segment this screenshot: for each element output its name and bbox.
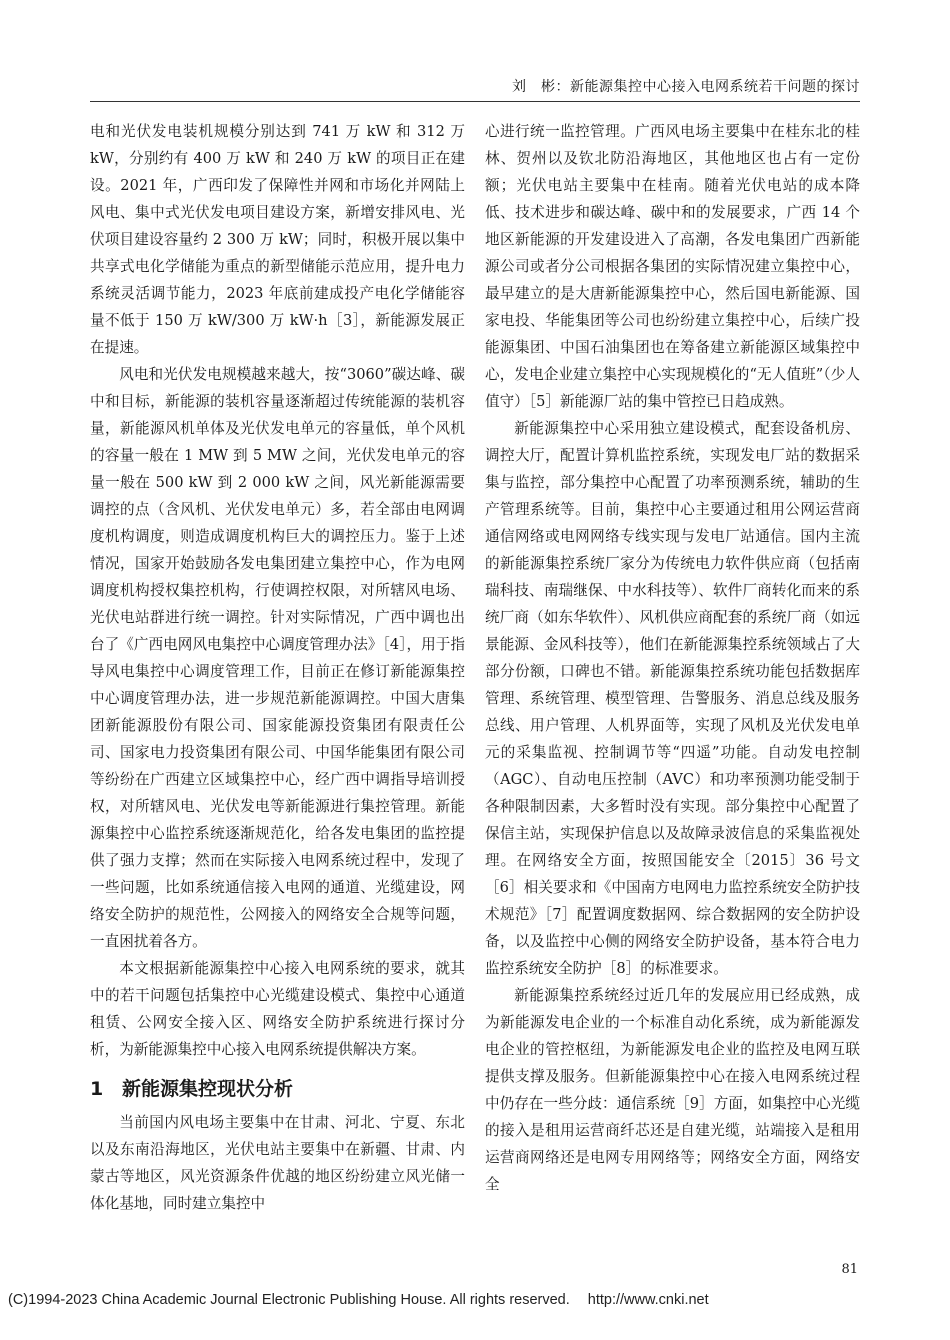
cnki-url[interactable]: http://www.cnki.net — [587, 1292, 709, 1308]
section-heading — [90, 1073, 465, 1105]
paragraph: 风电和光伏发电规模越来越大，按“3060”碳达峰、碳中和目标，新能源的装机容量逐渐超过传统能源的装机容量，新能源风机单体及光伏发电单元的容量低，单个风机的容量一般在 1 MW 到 5 MW 之间，光伏发电单元的容量一般在 500 kW 到 2 000 kW 之间，风光新能源需要调控的点（含风机、光伏发电单元）多，若全部由电网调度机构调度，则造成调度机构巨大的调控压力。鉴于上述情况，国家开始鼓励各发电集团建立集控中心，作为电网调度机构授权集控机构，行使调控权限，对所辖风电场、光伏电站群进行统一调控。针对实际情况，广西中调也出台了《广西电网风电集控中心调度管理办法》［4］，用于指导风电集控中心调度管理工作，目前正在修订新能源集控中心调度管理办法，进一步规范新能源调控。中国大唐集团新能源股份有限公司、国家能源投资集团有限责任公司、国家电力投资集团有限公司、中国华能集团有限公司等纷纷在广西建立区域集控中心，经广西中调指导培训授权，对所辖风电、光伏发电等新能源进行集控管理。新能源集控中心监控系统逐渐规范化，给各发电集团的监控提供了强力支撑；然而在实际接入电网系统过程中，发现了一些问题，比如系统通信接入电网的通道、光缆建设，网络安全防护的规范性，公网接入的网络安全合规等问题，一直困扰着各方。 — [90, 366, 465, 950]
section-number: 1 — [90, 1078, 104, 1100]
right-column — [485, 118, 860, 1198]
left-column — [90, 118, 465, 1217]
paragraph: 电和光伏发电装机规模分别达到 741 万 kW 和 312 万 kW，分别约有 400 万 kW 和 240 万 kW 的项目正在建设。2021 年，广西印发了保障性并网和市场化并网陆上风电、集中式光伏发电项目建设方案，新增安排风电、光伏项目建设容量约 2 300 万 kW；同时，积极开展以集中共享式电化学储能为重点的新型储能示范应用，提升电力系统灵活调节能力，2023 年底前建成投产电化学储能容量不低于 150 万 kW/300 万 kW·h［3］，新能源发展正在提速。 — [90, 123, 465, 356]
paragraph: 新能源集控系统经过近几年的发展应用已经成熟，成为新能源发电企业的一个标准自动化系统，成为新能源发电企业的管控枢纽，为新能源发电企业的监控及电网互联提供支撑及服务。但新能源集控中心在接入电网系统过程中仍存在一些分歧：通信系统［9］方面，如集控中心光缆的接入是租用运营商纤芯还是自建光缆，站端接入是租用运营商网络还是电网专用网络等；网络安全方面，网络安全 — [485, 987, 860, 1193]
paragraph: 心进行统一监控管理。广西风电场主要集中在桂东北的桂林、贺州以及钦北防沿海地区，其他地区也占有一定份额；光伏电站主要集中在桂南。随着光伏电站的成本降低、技术进步和碳达峰、碳中和的发展要求，广西 14 个地区新能源的开发建设进入了高潮，各发电集团广西新能源公司或者分公司根据各集团的实际情况建立集控中心，最早建立的是大唐新能源集控中心，然后国电新能源、国家电投、华能集团等公司也纷纷建立集控中心，后续广投能源集团、中国石油集团也在筹备建立新能源区域集控中心，发电企业建立集控中心实现规模化的“无人值班”（少人值守）［5］新能源厂站的集中管控已日趋成熟。 — [485, 123, 860, 410]
header-rule — [90, 101, 860, 102]
copyright-footer — [8, 1292, 709, 1308]
page-number: 81 — [841, 1262, 858, 1277]
copyright-text: (C)1994-2023 China Academic Journal Electronic Publishing House. All rights reserved. — [8, 1292, 570, 1308]
paragraph: 当前国内风电场主要集中在甘肃、河北、宁夏、东北以及东南沿海地区，光伏电站主要集中在新疆、甘肃、内蒙古等地区，风光资源条件优越的地区纷纷建立风光储一体化基地，同时建立集控中 — [90, 1114, 465, 1212]
running-header: 刘 彬：新能源集控中心接入电网系统若干问题的探讨 — [512, 79, 860, 95]
paragraph: 本文根据新能源集控中心接入电网系统的要求，就其中的若干问题包括集控中心光缆建设模式、集控中心通道租赁、公网安全接入区、网络安全防护系统进行探讨分析，为新能源集控中心接入电网系统提供解决方案。 — [90, 960, 465, 1058]
section-title: 新能源集控现状分析 — [122, 1078, 294, 1100]
paragraph: 新能源集控中心采用独立建设模式，配套设备机房、调控大厅，配置计算机监控系统，实现发电厂站的数据采集与监控，部分集控中心配置了功率预测系统，辅助的生产管理系统等。目前，集控中心主要通过租用公网运营商通信网络或电网网络专线实现与发电厂站通信。国内主流的新能源集控系统厂家分为传统电力软件供应商（包括南瑞科技、南瑞继保、中水科技等）、软件厂商转化而来的系统厂商（如东华软件）、风机供应商配套的系统厂商（如远景能源、金风科技等），他们在新能源集控系统领域占了大部分份额，口碑也不错。新能源集控系统功能包括数据库管理、系统管理、模型管理、告警服务、消息总线及服务总线、用户管理、人机界面等，实现了风机及光伏发电单元的采集监视、控制调节等“四遥”功能。自动发电控制（AGC）、自动电压控制（AVC）和功率预测功能受制于各种限制因素，大多暂时没有实现。部分集控中心配置了保信主站，实现保护信息以及故障录波信息的采集监视处理。在网络安全方面，按照国能安全〔2015〕36 号文［6］相关要求和《中国南方电网电力监控系统安全防护技术规范》［7］配置调度数据网、综合数据网的安全防护设备，以及监控中心侧的网络安全防护设备，基本符合电力监控系统安全防护［8］的标准要求。 — [485, 420, 860, 977]
